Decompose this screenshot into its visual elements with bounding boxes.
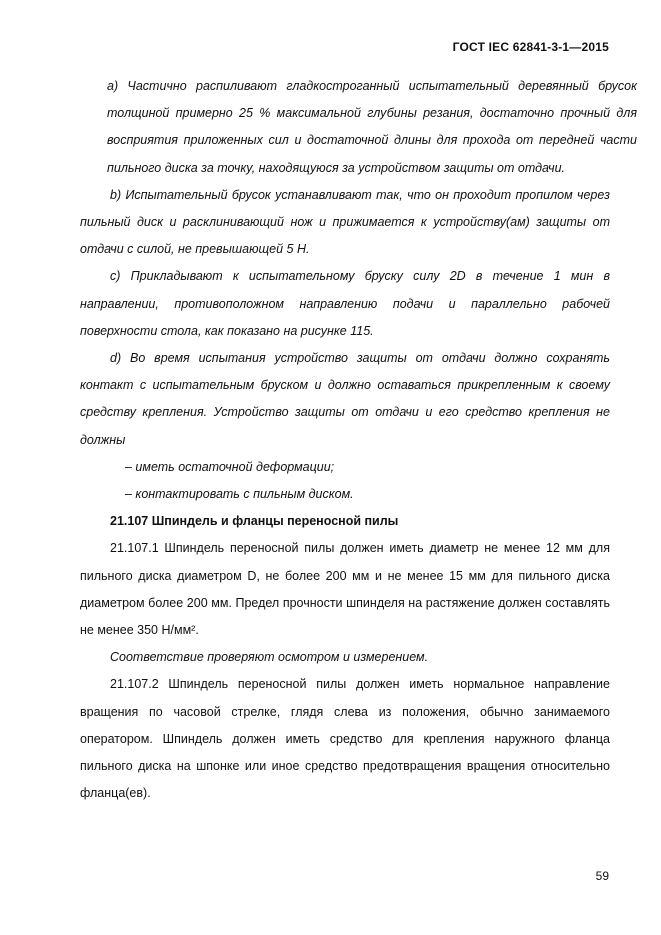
document-body	[80, 73, 637, 807]
paragraph-c: с) Прикладывают к испытательному бруску силу 2D в течение 1 мин в направлении, противоположном направлению подачи и параллельно рабочей поверхности стола, как показано на рисунке 115.	[80, 269, 610, 338]
page-number: 59	[595, 869, 609, 883]
paragraph-21-107-2: 21.107.2 Шпиндель переносной пилы должен иметь нормальное направление вращения по часовой стрелке, глядя слева из положения, обычно занимаемого оператором. Шпиндель должен иметь средство для крепления наружного фланца пильного диска на шпонке или иное средство предотвращения вращения относительно фланца(ев).	[80, 677, 610, 801]
section-heading: 21.107 Шпиндель и фланцы переносной пилы	[110, 514, 399, 529]
compliance-note: Соответствие проверяют осмотром и измерением.	[110, 650, 429, 665]
paragraph-b: b) Испытательный брусок устанавливают так, что он проходит пропилом через пильный диск и расклинивающий нож и прижимается к устройству(ам) защиты от отдачи с силой, не превышающей 5 Н.	[80, 187, 610, 257]
paragraph-a: а) Частично распиливают гладкостроганный испытательный деревянный брусок толщиной примерно 25 % максимальной глубины резания, достаточно прочный для восприятия приложенных сил и достаточной длины для прохода от передней части пильного диска за точку, находящуюся за устройством защиты от отдачи.	[107, 79, 637, 175]
document-code-header: ГОСТ IEC 62841-3-1—2015	[452, 40, 609, 54]
dash-item-contact: – контактировать с пильным диском.	[125, 487, 354, 502]
paragraph-d: d) Во время испытания устройство защиты от отдачи должно сохранять контакт с испытательным бруском и должно оставаться прикрепленным к своему средству крепления. Устройство защиты от отдачи и его средство крепления не должны	[80, 351, 610, 447]
dash-item-deformation: – иметь остаточной деформации;	[125, 459, 335, 474]
paragraph-21-107-1: 21.107.1 Шпиндель переносной пилы должен иметь диаметр не менее 12 мм для пильного диска диаметром D, не более 200 мм и не менее 15 мм для пильного диска диаметром более 200 мм. Предел прочности шпинделя на растяжение должен составлять не менее 350 Н/мм².	[80, 541, 610, 638]
